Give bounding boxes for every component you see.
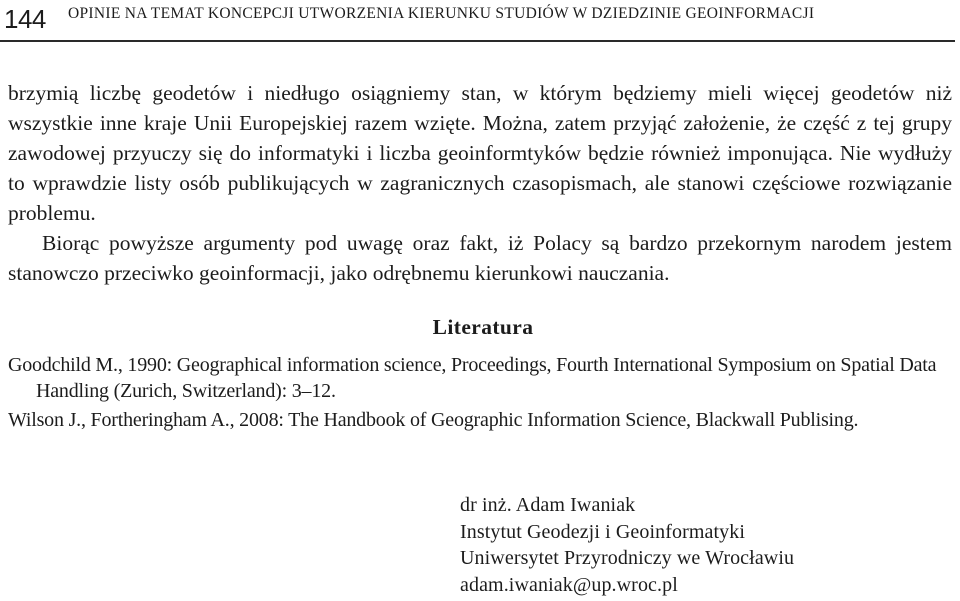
reference-item: Wilson J., Fortheringham A., 2008: The Handbook of Geographic Information Science, Blackwall Publising. xyxy=(8,409,859,431)
running-title: OPINIE NA TEMAT KONCEPCJI UTWORZENIA KIERUNKU STUDIÓW W DZIEDZINIE GEOINFORMACJI xyxy=(68,5,815,22)
paragraph: Biorąc powyższe argumenty pod uwagę oraz fakt, iż Polacy są bardzo przekornym narodem jestem stanowczo przeciwko geoinformacji, jako odrębnemu kierunkowi nauczania. xyxy=(8,231,952,285)
reference-item: Goodchild M., 1990: Geographical information science, Proceedings, Fourth International Symposium on Spatial Data Handling (Zurich, Switzerland): 3–12. xyxy=(8,354,937,402)
author-email: adam.iwaniak@up.wroc.pl xyxy=(460,573,678,596)
reference-list xyxy=(8,353,955,438)
page-number: 144 xyxy=(4,4,46,34)
body-text xyxy=(8,78,952,288)
paragraph: brzymią liczbę geodetów i niedługo osiągniemy stan, w którym będziemy mieli więcej geodetów niż wszystkie inne kraje Unii Europejskiej razem wzięte. Można, zatem przyjąć założenie, że część z tej grupy zawodowej przyuczy się do informatyki i liczba geoinformtyków będzie również imponująca. Nie wydłuży to wprawdzie listy osób publikujących w zagranicznych czasopismach, ale stanowi częściowe rozwiązanie problemu. xyxy=(8,81,952,225)
author-affiliation xyxy=(460,492,794,598)
author-university: Uniwersytet Przyrodniczy we Wrocławiu xyxy=(460,547,795,569)
literature-heading: Literatura xyxy=(432,315,534,339)
author-institute: Instytut Geodezji i Geoinformatyki xyxy=(460,520,746,543)
page-header xyxy=(0,0,955,42)
author-name: dr inż. Adam Iwaniak xyxy=(460,494,636,516)
